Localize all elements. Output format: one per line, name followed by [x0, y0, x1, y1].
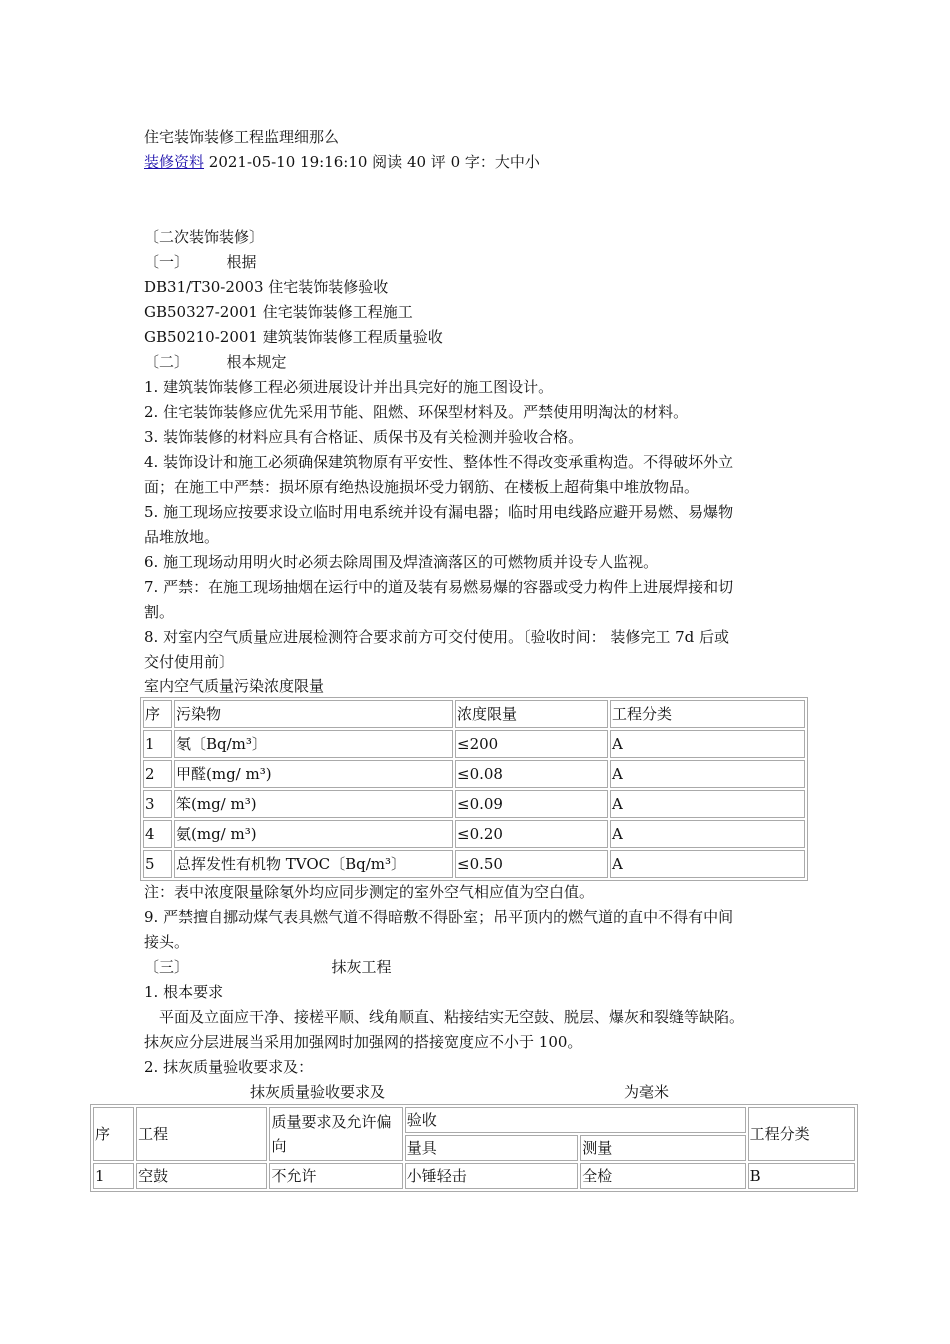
table2-caption-left: 抹灰质量验收要求及 [250, 1083, 386, 1101]
table-row [93, 1163, 855, 1189]
body-line: 9. 严禁擅自挪动煤气表具燃气道不得暗敷不得卧室；吊平顶内的燃气道的直中不得有中间 [144, 908, 734, 926]
table-cell: 小锤轻击 [405, 1163, 578, 1189]
table-cell: A [610, 790, 805, 818]
header-cell: 工程分类 [748, 1107, 855, 1161]
table-cell: 5 [143, 850, 172, 878]
body-line: 〔二〕 根本规定 [144, 353, 287, 371]
body-line: 1. 根本要求 [144, 983, 224, 1001]
table2-caption-right: 为毫米 [624, 1083, 670, 1101]
body-line: 注：表中浓度限量除氡外均应同步测定的室外空气相应值为空白值。 [144, 883, 595, 901]
body-line: 2. 住宅装饰装修应优先采用节能、阻燃、环保型材料及。严禁使用明淘汰的材料。 [144, 403, 689, 421]
body-line: 品堆放地。 [144, 528, 220, 546]
header-cell: 测量 [580, 1135, 745, 1161]
body-line: 交付使用前〕 [144, 653, 235, 671]
body-line: GB50210-2001 建筑装饰装修工程质量验收 [144, 328, 443, 346]
table-cell: 氡〔Bq/m³〕 [174, 730, 453, 758]
meta-info: 2021-05-10 19:16:10 阅读 40 评 0 字：大中小 [204, 153, 540, 171]
table-cell: A [610, 730, 805, 758]
body-line: 3. 装饰装修的材料应具有合格证、质保书及有关检测并验收合格。 [144, 428, 584, 446]
body-line: 接头。 [144, 933, 190, 951]
body-line: 2. 抹灰质量验收要求及： [144, 1058, 314, 1076]
table-cell: 笨(mg/ m³) [174, 790, 453, 818]
table-cell: ≤0.08 [455, 760, 608, 788]
body-line: 〔一〕 根据 [144, 253, 257, 271]
header-cell: 质量要求及允许偏向 [269, 1107, 402, 1161]
table-row [143, 730, 805, 758]
table-cell: ≤0.09 [455, 790, 608, 818]
body-line: 5. 施工现场应按要求设立临时用电系统并设有漏电器；临时用电线路应避开易燃、易爆物 [144, 503, 734, 521]
table-cell: ≤200 [455, 730, 608, 758]
table-cell: A [610, 850, 805, 878]
section-heading: 〔三〕 抹灰工程 [144, 958, 392, 976]
body-line: 割。 [144, 603, 175, 621]
header-cell: 序 [93, 1107, 134, 1161]
table-row [143, 820, 805, 848]
table-row [143, 760, 805, 788]
table-cell: 甲醛(mg/ m³) [174, 760, 453, 788]
body-line: GB50327-2001 住宅装饰装修工程施工 [144, 303, 413, 321]
body-line: 面；在施工中严禁：损坏原有绝热设施损坏受力钢筋、在楼板上超荷集中堆放物品。 [144, 478, 700, 496]
table-cell: 空鼓 [136, 1163, 267, 1189]
plaster-table [90, 1104, 858, 1192]
table-cell: A [610, 760, 805, 788]
meta-line [144, 152, 540, 172]
table-cell: 1 [143, 730, 172, 758]
body-line: 抹灰应分层进展当采用加强网时加强网的搭接宽度应不小于 100。 [144, 1033, 583, 1051]
body-line: 7. 严禁：在施工现场抽烟在运行中的道及装有易燃易爆的容器或受力构件上进展焊接和切 [144, 578, 734, 596]
table-cell: B [748, 1163, 855, 1189]
body-line: DB31/T30-2003 住宅装饰装修验收 [144, 278, 389, 296]
table-cell: ≤0.50 [455, 850, 608, 878]
header-cell: 浓度限量 [455, 700, 608, 728]
pollution-table [140, 697, 808, 881]
table-header-row [143, 700, 805, 728]
table-cell: 不允许 [269, 1163, 402, 1189]
header-cell: 序 [143, 700, 172, 728]
table-cell: 1 [93, 1163, 134, 1189]
header-cell: 工程分类 [610, 700, 805, 728]
table-cell: A [610, 820, 805, 848]
table-header-row [93, 1107, 855, 1133]
table-row [143, 850, 805, 878]
table-cell: 2 [143, 760, 172, 788]
body-line: 1. 建筑装饰装修工程必须进展设计并出具完好的施工图设计。 [144, 378, 554, 396]
body-line: 6. 施工现场动用明火时必须去除周围及焊渣滴落区的可燃物质并设专人监视。 [144, 553, 659, 571]
body-line: 4. 装饰设计和施工必须确保建筑物原有平安性、整体性不得改变承重构造。不得破坏外立 [144, 453, 734, 471]
table-cell: 4 [143, 820, 172, 848]
header-cell: 污染物 [174, 700, 453, 728]
header-cell: 工程 [136, 1107, 267, 1161]
body-line: 平面及立面应干净、接槎平顺、线角顺直、粘接结实无空鼓、脱层、爆灰和裂缝等缺陷。 [144, 1008, 745, 1026]
document-title: 住宅装饰装修工程监理细那么 [144, 128, 340, 146]
table-cell: 全检 [580, 1163, 745, 1189]
body-line: 8. 对室内空气质量应进展检测符合要求前方可交付使用。〔验收时间： 装修完工 7d 后或 [144, 628, 730, 646]
body-line: 〔二次装饰装修〕 [144, 228, 265, 246]
table-cell: ≤0.20 [455, 820, 608, 848]
header-cell: 验收 [405, 1107, 746, 1133]
table-row [143, 790, 805, 818]
header-cell: 量具 [405, 1135, 578, 1161]
table-cell: 总挥发性有机物 TVOC〔Bq/m³〕 [174, 850, 453, 878]
table-caption: 室内空气质量污染浓度限量 [144, 677, 325, 695]
table-cell: 3 [143, 790, 172, 818]
category-link[interactable]: 装修资料 [144, 153, 205, 171]
table-cell: 氨(mg/ m³) [174, 820, 453, 848]
